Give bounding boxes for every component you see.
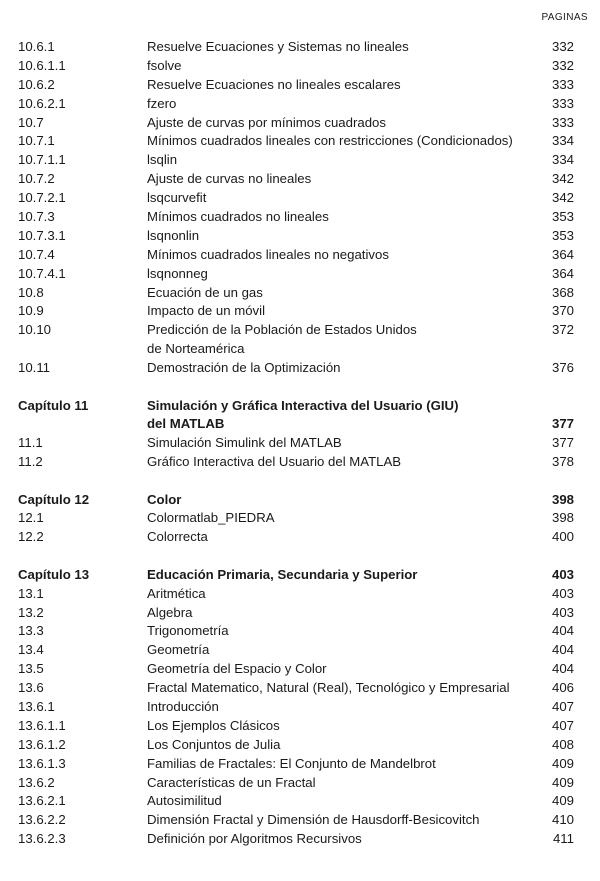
- chapter-row: [0, 415, 600, 434]
- toc-row: [0, 132, 600, 151]
- section-title: Algebra: [147, 604, 193, 620]
- toc-row: [0, 114, 600, 133]
- section-title: Ajuste de curvas por mínimos cuadrados: [147, 114, 386, 130]
- section-number: 10.6.1.1: [18, 57, 66, 73]
- toc-row: [0, 453, 600, 472]
- toc-row: [0, 622, 600, 641]
- section-number: 12.1: [18, 510, 44, 526]
- toc-row: [0, 717, 600, 736]
- page-number: 342: [551, 171, 574, 187]
- page-number: 364: [551, 265, 574, 281]
- page-number: 409: [551, 774, 574, 790]
- section-title: Características de un Fractal: [147, 774, 316, 790]
- page-number: 334: [551, 152, 574, 168]
- section-title: Mínimos cuadrados lineales con restricciones (Condicionados): [147, 133, 513, 149]
- section-number: 13.1: [18, 585, 44, 601]
- toc-row: [0, 321, 600, 340]
- page-number: 403: [551, 566, 574, 582]
- section-title: Introducción: [147, 699, 219, 714]
- table-of-contents: [0, 38, 600, 849]
- section-title: Simulación y Gráfica Interactiva del Usuario (GIU): [147, 397, 459, 413]
- toc-row: [0, 585, 600, 604]
- section-number: 11.1: [18, 435, 43, 451]
- section-title: Los Ejemplos Clásicos: [147, 717, 280, 733]
- section-number: 10.6.2.1: [18, 95, 66, 111]
- toc-row: [0, 660, 600, 679]
- section-title: fzero: [147, 95, 177, 111]
- toc-row: [0, 227, 600, 246]
- section-title: Aritmética: [147, 585, 206, 601]
- page-number: 398: [551, 510, 574, 526]
- toc-row: [0, 38, 600, 57]
- section-number: Capítulo 13: [18, 566, 90, 582]
- section-title: lsqnonneg: [147, 265, 208, 281]
- section-title: lsqnonlin: [147, 227, 200, 243]
- toc-row: [0, 604, 600, 623]
- toc-row: [0, 679, 600, 698]
- page-column-header: PAGINAS: [541, 12, 588, 23]
- section-title: Educación Primaria, Secundaria y Superior: [147, 566, 418, 582]
- section-title: Geometría del Espacio y Color: [147, 661, 327, 677]
- section-number: 13.6.1.3: [18, 755, 66, 771]
- toc-row: [0, 95, 600, 114]
- toc-row: [0, 76, 600, 95]
- toc-row: [0, 246, 600, 265]
- toc-row: [0, 736, 600, 755]
- section-title: Fractal Matematico, Natural (Real), Tecnológico y Empresarial: [147, 680, 510, 696]
- toc-row: [0, 641, 600, 660]
- page-number: 364: [551, 246, 574, 262]
- toc-row: [0, 830, 600, 849]
- section-title: Colormatlab_PIEDRA: [147, 510, 275, 526]
- section-title: Colorrecta: [147, 529, 208, 545]
- section-number: 10.7.3: [18, 209, 55, 225]
- section-number: 13.2: [18, 604, 44, 620]
- toc-row: [0, 208, 600, 227]
- section-number: 10.10: [18, 322, 52, 338]
- toc-row: [0, 434, 600, 453]
- page-number: 403: [551, 585, 574, 601]
- section-title: Color: [147, 491, 182, 507]
- page-number: 404: [551, 623, 574, 639]
- page-number: 333: [551, 114, 574, 130]
- toc-row: [0, 359, 600, 378]
- page-number: 398: [551, 491, 574, 507]
- toc-row: [0, 509, 600, 528]
- section-title: de Norteamérica: [147, 341, 245, 357]
- section-number: 10.7.4.1: [18, 265, 66, 281]
- section-number: 11.2: [18, 454, 43, 470]
- toc-row: [0, 189, 600, 208]
- page-number: 377: [551, 416, 574, 432]
- section-title: Resuelve Ecuaciones y Sistemas no lineales: [147, 39, 409, 54]
- toc-row: [0, 265, 600, 284]
- chapter-row: [0, 491, 600, 510]
- toc-row: [0, 698, 600, 717]
- toc-row: [0, 774, 600, 793]
- section-title: Autosimilitud: [147, 793, 222, 809]
- section-number: 10.7.2: [18, 171, 55, 187]
- page-number: 333: [551, 95, 574, 111]
- section-number: 10.7.1.1: [18, 152, 66, 168]
- toc-row: [0, 170, 600, 189]
- section-title: lsqcurvefit: [147, 190, 207, 206]
- section-number: 13.4: [18, 642, 44, 658]
- section-title: Simulación Simulink del MATLAB: [147, 435, 342, 451]
- section-number: 13.6: [18, 680, 44, 696]
- section-title: Gráfico Interactiva del Usuario del MATLAB: [147, 454, 402, 470]
- page-number: 404: [551, 661, 574, 677]
- section-title: Definición por Algoritmos Recursivos: [147, 831, 362, 847]
- section-number: 13.6.2: [18, 774, 55, 790]
- section-title: del MATLAB: [147, 416, 225, 432]
- toc-row: [0, 792, 600, 811]
- section-title: Trigonometría: [147, 623, 229, 639]
- page-number: 332: [551, 57, 574, 73]
- page-number: 377: [551, 435, 574, 451]
- page-number: 372: [551, 322, 574, 338]
- page-number: 410: [551, 812, 574, 828]
- page-number: 368: [551, 284, 574, 300]
- section-title: Demostración de la Optimización: [147, 360, 341, 376]
- section-number: 13.5: [18, 661, 44, 677]
- page-number: 378: [551, 454, 574, 470]
- section-number: 13.3: [18, 623, 44, 639]
- section-number: 13.6.1.1: [18, 717, 66, 733]
- page-number: 334: [551, 133, 574, 149]
- section-number: 13.6.2.3: [18, 831, 66, 847]
- section-number: 13.6.1: [18, 699, 55, 714]
- toc-row: [0, 340, 600, 359]
- section-title: Dimensión Fractal y Dimensión de Hausdorff-Besicovitch: [147, 812, 480, 828]
- chapter-row: [0, 566, 600, 585]
- section-title: lsqlin: [147, 152, 178, 168]
- page-number: 407: [551, 717, 574, 733]
- section-number: Capítulo 12: [18, 491, 90, 507]
- page-number: 353: [551, 227, 574, 243]
- section-number: 10.6.1: [18, 39, 55, 54]
- page-number: 353: [551, 209, 574, 225]
- chapter-row: [0, 397, 600, 416]
- page-number: 370: [551, 303, 574, 319]
- section-number: Capítulo 11: [18, 397, 89, 413]
- section-number: 12.2: [18, 529, 44, 545]
- section-number: 10.7.3.1: [18, 227, 66, 243]
- page-number: 342: [551, 190, 574, 206]
- section-number: 10.7.4: [18, 246, 55, 262]
- toc-row: [0, 811, 600, 830]
- section-title: Los Conjuntos de Julia: [147, 736, 281, 752]
- section-number: 10.9: [18, 303, 44, 319]
- section-title: Impacto de un móvil: [147, 303, 266, 319]
- section-number: 10.7: [18, 114, 44, 130]
- page-number: 407: [551, 699, 574, 714]
- section-title: Mínimos cuadrados lineales no negativos: [147, 246, 389, 262]
- toc-row: [0, 302, 600, 321]
- page-number: 409: [551, 793, 574, 809]
- section-number: 10.7.1: [18, 133, 55, 149]
- toc-row: [0, 57, 600, 76]
- section-title: Familias de Fractales: El Conjunto de Mandelbrot: [147, 755, 436, 771]
- section-title: Ajuste de curvas no lineales: [147, 171, 312, 187]
- toc-row: [0, 284, 600, 303]
- section-number: 10.6.2: [18, 76, 55, 92]
- toc-row: [0, 151, 600, 170]
- section-number: 10.11: [18, 360, 51, 376]
- toc-row: [0, 755, 600, 774]
- page-number: 403: [551, 604, 574, 620]
- page-number: 408: [551, 736, 574, 752]
- page-number: 411: [552, 831, 574, 847]
- section-title: Predicción de la Población de Estados Unidos: [147, 322, 417, 338]
- page-number: 333: [551, 76, 574, 92]
- toc-row: [0, 528, 600, 547]
- section-number: 10.8: [18, 284, 44, 300]
- section-number: 13.6.2.2: [18, 812, 66, 828]
- page-number: 400: [551, 529, 574, 545]
- section-title: Resuelve Ecuaciones no lineales escalares: [147, 76, 401, 92]
- section-title: Ecuación de un gas: [147, 284, 263, 300]
- page-number: 332: [551, 39, 574, 54]
- section-number: 13.6.1.2: [18, 736, 66, 752]
- section-number: 13.6.2.1: [18, 793, 66, 809]
- page-number: 406: [551, 680, 574, 696]
- page-number: 409: [551, 755, 574, 771]
- section-title: Mínimos cuadrados no lineales: [147, 209, 329, 225]
- section-title: fsolve: [147, 57, 182, 73]
- page-number: 376: [551, 360, 574, 376]
- section-title: Geometría: [147, 642, 210, 658]
- page-number: 404: [551, 642, 574, 658]
- section-number: 10.7.2.1: [18, 190, 66, 206]
